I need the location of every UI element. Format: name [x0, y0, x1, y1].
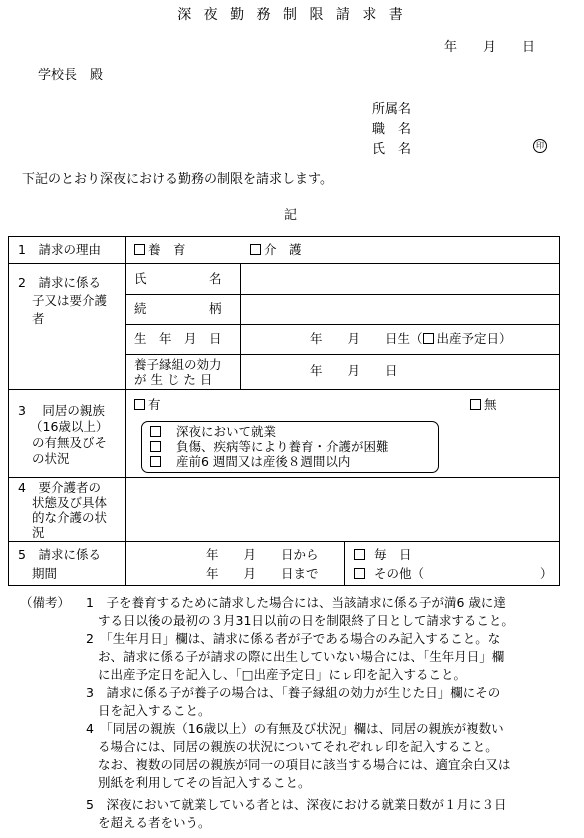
relation-field-label: 続 柄 — [134, 301, 222, 316]
note-line: 4 「同居の親族（16歳以上）の有無及び状況」欄は、同居の親族が複数い — [86, 721, 504, 736]
row2-label-line1: 2 請求に係る — [18, 275, 101, 290]
reason-nursing-option[interactable]: 介 護 — [250, 243, 302, 257]
checkbox-icon[interactable] — [250, 244, 261, 255]
note-line: る場合には、同居の親族の状況についてそれぞれㇾ印を記入すること。 — [98, 739, 498, 754]
adoption-field-label-line1: 養子縁組の効力 — [134, 357, 222, 372]
period-other-close: ） — [540, 566, 553, 581]
row2-label-line2: 子又は要介護 — [32, 293, 108, 308]
notes-heading: （備考） — [20, 595, 71, 610]
condition-night-work[interactable]: 深夜において就業 — [150, 425, 276, 439]
row3-label-line4: の状況 — [32, 451, 70, 466]
period-every-day-option[interactable]: 毎 日 — [354, 548, 412, 562]
row4-label-line4: 況 — [32, 525, 45, 540]
row5-label-line2: 期間 — [32, 566, 58, 581]
note-line: する日以後の最初の３月31日以前の日を制限終了日として請求すること。 — [98, 613, 514, 628]
checkbox-icon[interactable] — [354, 549, 365, 560]
seal-mark: 印 — [533, 139, 547, 153]
addressee: 学校長 殿 — [38, 68, 104, 83]
row3-label-line3: の有無及びそ — [32, 435, 108, 450]
row3-label-line1: 3 同居の親族 — [18, 403, 105, 418]
note-line: 1 子を養育するために請求した場合には、当該請求に係る子が満6 歳に達 — [86, 595, 506, 610]
cohabitant-no-option[interactable]: 無 — [470, 398, 497, 412]
checkbox-icon[interactable] — [134, 399, 145, 410]
checkbox-icon[interactable] — [150, 426, 161, 437]
birthdate-value: 年 月 日生（ 出産予定日） — [310, 331, 512, 346]
period-other-option[interactable]: その他（ — [354, 567, 424, 581]
checkbox-icon[interactable] — [354, 568, 365, 579]
row5-label-line1: 5 請求に係る — [18, 547, 101, 562]
checkbox-icon[interactable] — [470, 399, 481, 410]
condition-maternity[interactable]: 産前6 週間又は産後８週間以内 — [150, 455, 350, 469]
row3-label-line2: （16歳以上） — [30, 419, 109, 434]
note-line: 5 深夜において就業している者とは、深夜における就業日数が１月に３日 — [86, 797, 507, 812]
note-line: 日を記入すること。 — [98, 703, 211, 718]
note-line: 2 「生年月日」欄は、請求に係る者が子である場合のみ記入すること。な — [86, 631, 501, 646]
period-to: 年 月 日まで — [206, 566, 319, 581]
condition-injury-illness[interactable]: 負傷、疾病等により養育・介護が困難 — [150, 440, 389, 454]
period-from: 年 月 日から — [206, 547, 319, 562]
note-line: なお、複数の同居の親族が同一の項目に該当する場合には、適宜余白又は — [98, 757, 511, 772]
checkbox-icon[interactable] — [150, 456, 161, 467]
adoption-field-label-line2: が 生 じ た 日 — [134, 372, 213, 387]
note-line: 別紙を利用してその旨記入すること。 — [98, 775, 311, 790]
row2-label-line3: 者 — [32, 311, 45, 326]
cohabitant-yes-option[interactable]: 有 — [134, 398, 161, 412]
affiliation-label: 所属名 — [372, 102, 412, 117]
row1-label: 1 請求の理由 — [18, 242, 101, 257]
name-field-label: 氏 名 — [134, 271, 222, 286]
note-line: を超える者をいう。 — [98, 815, 211, 830]
birthdate-field-label: 生 年 月 日 — [134, 331, 222, 346]
checkbox-icon[interactable] — [150, 441, 161, 452]
intro-text: 下記のとおり深夜における勤務の制限を請求します。 — [22, 172, 333, 187]
position-label: 職 名 — [372, 122, 412, 137]
ki-label: 記 — [284, 208, 298, 223]
checkbox-icon[interactable] — [134, 244, 145, 255]
document-title: 深 夜 勤 務 制 限 請 求 書 — [177, 7, 407, 23]
note-line: 3 請求に係る子が養子の場合は、「養子縁組の効力が生じた日」欄にその — [86, 685, 501, 700]
row4-label-line3: 的な介護の状 — [32, 510, 108, 525]
due-date-checkbox-icon[interactable] — [423, 333, 434, 344]
row4-label-line2: 状態及び具体 — [32, 495, 108, 510]
name-label: 氏 名 — [372, 142, 412, 157]
reason-childcare-option[interactable]: 養 育 — [134, 243, 186, 257]
row4-label-line1: 4 要介護者の — [18, 480, 101, 495]
note-line: に出産予定日を記入し、「□出産予定日」にㇾ印を記入すること。 — [98, 667, 467, 682]
date-line: 年 月 日 — [444, 40, 536, 55]
adoption-date-value: 年 月 日 — [310, 363, 398, 378]
note-line: お、請求に係る子が請求の際に出生していない場合には、「生年月日」欄 — [98, 649, 505, 664]
